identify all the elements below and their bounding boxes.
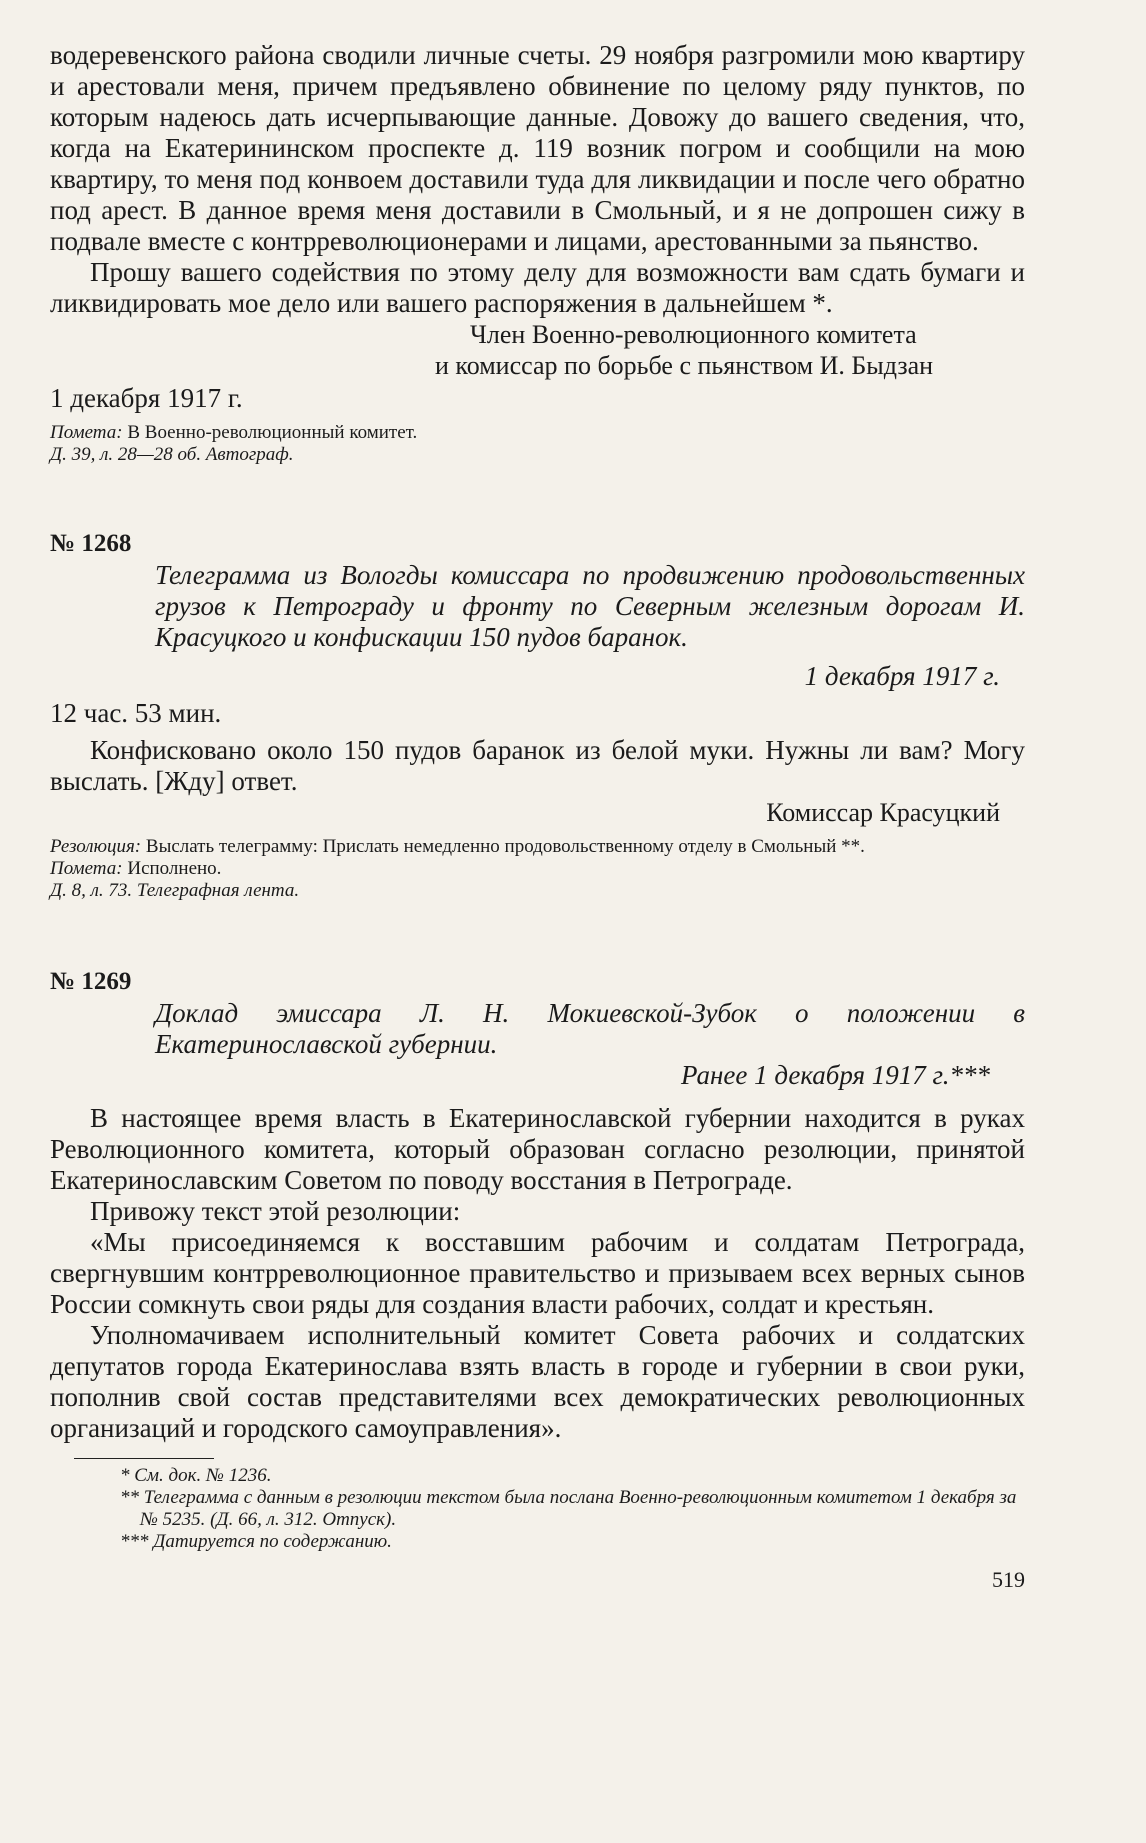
footnote: * См. док. № 1236. bbox=[120, 1465, 272, 1486]
report-paragraph: Привожу текст этой резолюции: bbox=[90, 1196, 461, 1226]
pometa-label: Помета: bbox=[50, 858, 123, 879]
signature-block bbox=[50, 319, 1025, 381]
footnote: *** Датируется по содержанию. bbox=[120, 1531, 392, 1552]
document-number: № 1269 bbox=[50, 968, 132, 995]
report-paragraph: В настоящее время власть в Екатеринославской губернии находится в руках Революционного комитета, который образован согласно резолюции, принятой Екатеринославским Советом по поводу восстания в Петрограде. bbox=[50, 1103, 1025, 1195]
archive-reference-text: Д. 39, л. 28—28 об. Автограф. bbox=[50, 444, 294, 465]
document-title: Телеграмма из Вологды комиссара по продвижению продовольственных грузов к Петрограду и фронту по Северным железным дорогам И. Красуцкого и конфискации 150 пудов баранок. bbox=[155, 560, 1025, 652]
archive-reference bbox=[50, 880, 1025, 902]
footnote-divider bbox=[74, 1458, 214, 1459]
request-paragraph: Прошу вашего содействия по этому делу для возможности вам сдать бумаги и ликвидировать мое дело или вашего распоряжения в дальнейшем *. bbox=[50, 257, 1025, 318]
document-number: № 1268 bbox=[50, 530, 132, 557]
archive-reference bbox=[50, 444, 1025, 466]
report-paragraph: «Мы присоединяемся к восставшим рабочим и солдатам Петрограда, свергнувшим контрреволюционное правительство и призываем всех верных сынов России сомкнуть свои ряды для создания власти рабочих, солдат и крестьян. bbox=[50, 1227, 1025, 1319]
pometa-note bbox=[50, 858, 1025, 880]
page-number: 519 bbox=[992, 1567, 1025, 1592]
continuation-paragraph: водеревенского района сводили личные счеты. 29 ноября разгромили мою квартиру и арестовали меня, причем предъявлено обвинение по целому ряду пунктов, по которым надеюсь дать исчерпывающие данные. Довожу до вашего сведения, что, когда на Екатерининском проспекте д. 119 возник погром и сообщили на мою квартиру, то меня под конвоем доставили туда для ликвидации и после чего обратно под арест. В данное время меня доставили в Смольный, и я не допрошен сижу в подвале вместе с контрреволюционерами и лицами, арестованными за пьянство. bbox=[50, 40, 1025, 256]
pometa-label: Помета: bbox=[50, 422, 123, 443]
document-date: Ранее 1 декабря 1917 г.*** bbox=[681, 1060, 990, 1090]
signature-line-1: Член Военно-революционного комитета bbox=[470, 320, 917, 349]
telegram-body: Конфисковано около 150 пудов баранок из белой муки. Нужны ли вам? Могу выслать. [Жду] ответ. bbox=[50, 735, 1025, 796]
resolution-note bbox=[50, 836, 1025, 858]
resolution-label: Резолюция: bbox=[50, 836, 142, 857]
document-date: 1 декабря 1917 г. bbox=[804, 661, 1000, 691]
pometa-text: Исполнено. bbox=[127, 858, 222, 879]
telegram-time: 12 час. 53 мин. bbox=[50, 698, 222, 728]
document-page bbox=[50, 40, 1025, 1593]
pometa-note bbox=[50, 422, 1025, 444]
signature-line-2: и комиссар по борьбе с пьянством И. Быдзан bbox=[435, 351, 934, 380]
footnote: ** Телеграмма с данным в резолюции текстом была послана Военно-революционным комитетом 1 декабря за № 5235. (Д. 66, л. 312. Отпуск). bbox=[120, 1487, 1017, 1530]
date-line: 1 декабря 1917 г. bbox=[50, 383, 243, 413]
document-title: Доклад эмиссара Л. Н. Мокиевской-Зубок о положении в Екатеринославской губернии. bbox=[155, 998, 1025, 1059]
resolution-text: Выслать телеграмму: Прислать немедленно продовольственному отделу в Смольный **. bbox=[145, 836, 865, 857]
archive-reference-text: Д. 8, л. 73. Телеграфная лента. bbox=[50, 880, 300, 901]
telegram-signature: Комиссар Красуцкий bbox=[766, 798, 1000, 827]
pometa-text: В Военно-революционный комитет. bbox=[127, 422, 418, 443]
report-paragraph: Уполномачиваем исполнительный комитет Совета рабочих и солдатских депутатов города Екатеринослава взять власть в городе и губернии в свои руки, пополнив свой состав представителями всех демократических революционных организаций и городского самоуправления». bbox=[50, 1320, 1025, 1443]
